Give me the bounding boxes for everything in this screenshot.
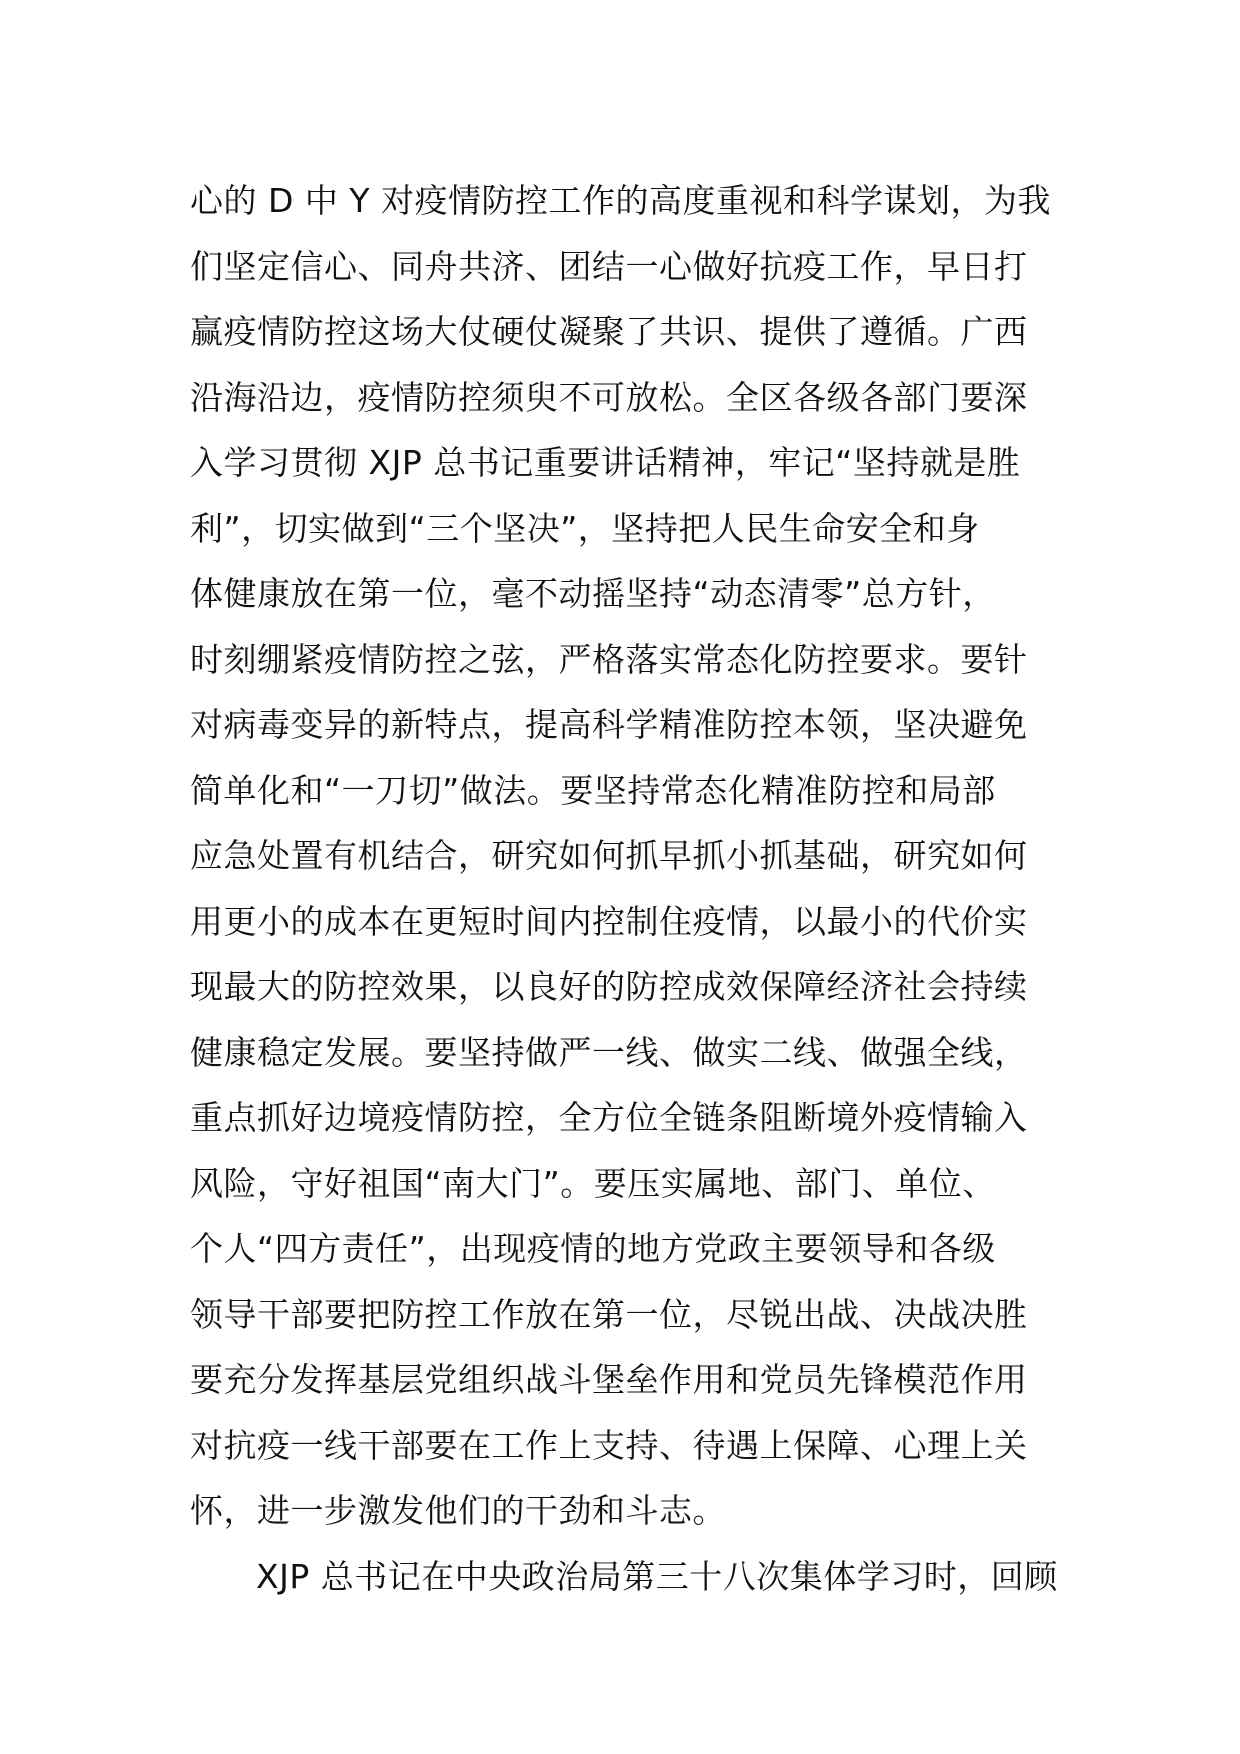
text-line: 对抗疫一线干部要在工作上支持、待遇上保障、心理上关 [190,1425,1028,1465]
text-line: 心的 D 中 Y 对疫情防控工作的高度重视和科学谋划，为我 [190,181,1052,220]
text-line: 现最大的防控效果，以良好的防控成效保障经济社会持续 [190,967,1028,1006]
text-line: 要充分发挥基层党组织战斗堡垒作用和党员先锋模范作用 [190,1360,1028,1399]
text-line: 怀，进一步激发他们的干劲和斗志。 [190,1491,726,1530]
text-line: 个人“四方责任”，出现疫情的地方党政主要领导和各级 [190,1229,996,1268]
text-line: 入学习贯彻 XJP 总书记重要讲话精神，牢记“坚持就是胜 [190,443,1021,482]
paragraph-start-line: XJP 总书记在中央政治局第三十八次集体学习时，回顾 [256,1556,1058,1596]
text-line: 时刻绷紧疫情防控之弦，严格落实常态化防控要求。要针 [190,639,1028,679]
text-line: 用更小的成本在更短时间内控制住疫情，以最小的代价实 [190,901,1028,941]
text-line: 对病毒变异的新特点，提高科学精准防控本领，坚决避免 [190,705,1028,744]
text-line: 风险，守好祖国“南大门”。要压实属地、部门、单位、 [190,1163,996,1203]
document-body [190,168,1070,1609]
text-line: 沿海沿边，疫情防控须臾不可放松。全区各级各部门要深 [190,377,1028,417]
text-line: 简单化和“一刀切”做法。要坚持常态化精准防控和局部 [190,770,996,810]
text-line: 应急处置有机结合，研究如何抓早抓小抓基础，研究如何 [190,836,1028,875]
text-line: 领导干部要把防控工作放在第一位，尽锐出战、决战决胜 [190,1294,1028,1334]
text-line: 体健康放在第一位，毫不动摇坚持“动态清零”总方针， [190,574,996,613]
text-line: 重点抓好边境疫情防控，全方位全链条阻断境外疫情输入 [190,1098,1028,1137]
text-line: 们坚定信心、同舟共济、团结一心做好抗疫工作，早日打 [190,246,1028,286]
text-line: 利”，切实做到“三个坚决”，坚持把人民生命安全和身 [190,508,980,548]
text-line: 健康稳定发展。要坚持做严一线、做实二线、做强全线， [190,1032,1028,1072]
text-line: 赢疫情防控这场大仗硬仗凝聚了共识、提供了遵循。广西 [190,312,1028,351]
